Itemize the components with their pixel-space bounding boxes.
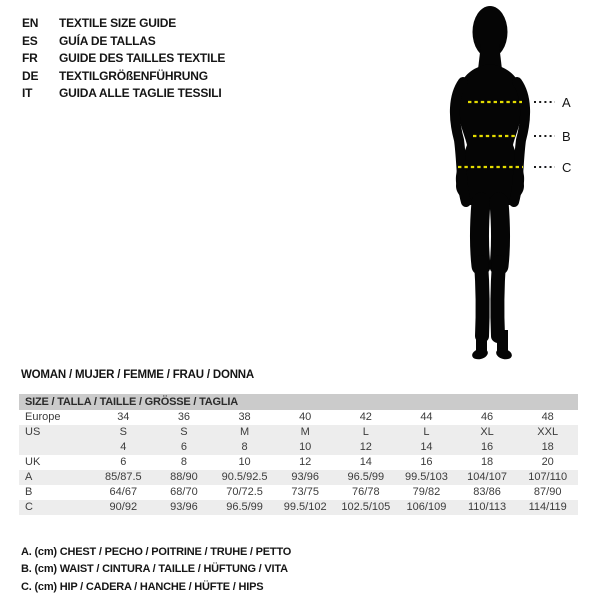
size-cell: 70/72.5 bbox=[226, 486, 263, 498]
language-title: TEXTILE SIZE GUIDE bbox=[59, 16, 177, 30]
size-cell: 99.5/103 bbox=[405, 471, 448, 483]
size-cell: 104/107 bbox=[467, 471, 507, 483]
table-row-hip bbox=[19, 500, 578, 515]
size-table-header: SIZE / TALLA / TAILLE / GRÖSSE / TAGLIA bbox=[19, 394, 578, 410]
measurement-legend bbox=[21, 544, 291, 596]
table-row-waist bbox=[19, 485, 578, 500]
language-code: FR bbox=[22, 51, 38, 66]
size-cell: 99.5/102 bbox=[283, 501, 327, 513]
language-title: GUIDA ALLE TAGLIE TESSILI bbox=[59, 86, 222, 101]
table-row-uk bbox=[19, 455, 578, 470]
table-row-us-letter bbox=[19, 425, 578, 440]
language-title-list bbox=[22, 15, 225, 103]
language-title: GUIDE DES TAILLES TEXTILE bbox=[59, 51, 226, 66]
section-title: WOMAN / MUJER / FEMME / FRAU / DONNA bbox=[21, 369, 255, 381]
size-cell: 8 bbox=[180, 456, 187, 468]
size-cell: 42 bbox=[359, 411, 372, 423]
legend-chest: A. (cm) CHEST / PECHO / POITRINE / TRUHE / PETTO bbox=[21, 546, 292, 558]
size-cell: 34 bbox=[117, 411, 130, 423]
size-cell: M bbox=[300, 426, 310, 438]
row-label: B bbox=[25, 486, 33, 498]
size-cell: 12 bbox=[359, 441, 372, 453]
language-title: TEXTILGRÖßENFÜHRUNG bbox=[59, 68, 208, 83]
size-cell: 40 bbox=[299, 411, 312, 423]
size-cell: 8 bbox=[241, 441, 248, 453]
size-cell: S bbox=[180, 426, 188, 438]
size-cell: 16 bbox=[420, 456, 433, 468]
size-cell: 12 bbox=[299, 456, 312, 468]
size-cell: 14 bbox=[420, 441, 433, 453]
table-row-europe bbox=[19, 410, 578, 425]
language-row bbox=[22, 33, 225, 51]
size-cell: 83/86 bbox=[473, 486, 501, 498]
size-cell: 46 bbox=[480, 411, 494, 423]
size-cell: 114/119 bbox=[528, 501, 567, 513]
size-cell: 93/96 bbox=[291, 471, 319, 483]
size-cell: 4 bbox=[120, 441, 127, 453]
size-cell: 20 bbox=[541, 456, 554, 468]
language-code: EN bbox=[22, 16, 39, 30]
size-cell: 102.5/105 bbox=[341, 501, 391, 513]
size-cell: 90.5/92.5 bbox=[221, 471, 268, 483]
size-cell: 18 bbox=[541, 441, 554, 453]
table-row-chest bbox=[19, 470, 578, 485]
size-cell: 64/67 bbox=[109, 486, 138, 498]
left-calf bbox=[481, 262, 483, 336]
size-cell: XL bbox=[480, 426, 494, 438]
size-cell: 6 bbox=[180, 441, 187, 453]
size-cell: 6 bbox=[120, 456, 127, 468]
size-cell: L bbox=[362, 426, 369, 438]
size-cell: 10 bbox=[299, 441, 312, 453]
size-table bbox=[19, 394, 578, 515]
language-title: GUÍA DE TALLAS bbox=[59, 33, 156, 48]
size-cell: 18 bbox=[480, 456, 494, 468]
size-cell: 106/109 bbox=[406, 501, 447, 513]
right-calf bbox=[497, 262, 499, 336]
language-row bbox=[22, 68, 225, 86]
size-cell: 93/96 bbox=[170, 501, 198, 513]
language-row bbox=[22, 50, 225, 68]
size-cell: M bbox=[239, 426, 250, 438]
legend-hip: C. (cm) HIP / CADERA / HANCHE / HÜFTE / HIPS bbox=[21, 580, 264, 593]
size-cell: 73/75 bbox=[291, 486, 319, 498]
size-cell: 90/92 bbox=[109, 501, 138, 513]
size-cell: 10 bbox=[238, 456, 251, 468]
size-cell: 14 bbox=[359, 456, 372, 468]
language-row bbox=[22, 15, 225, 33]
size-cell: 85/87.5 bbox=[104, 471, 142, 483]
marker-c-label: C bbox=[562, 160, 572, 175]
row-label: Europe bbox=[25, 411, 61, 423]
marker-labels bbox=[562, 95, 571, 175]
size-cell: 38 bbox=[238, 411, 251, 423]
marker-a-label: A bbox=[562, 95, 571, 110]
size-cell: 36 bbox=[177, 411, 191, 423]
row-label bbox=[19, 440, 93, 455]
table-row-us-numeric bbox=[19, 440, 578, 455]
language-row bbox=[22, 85, 225, 103]
size-cell: 88/90 bbox=[170, 471, 198, 483]
size-cell: 48 bbox=[541, 411, 554, 423]
size-cell: 87/90 bbox=[533, 486, 562, 498]
measurement-diagram bbox=[435, 0, 580, 372]
language-code: ES bbox=[22, 33, 38, 48]
size-cell: 16 bbox=[480, 441, 494, 453]
marker-b-label: B bbox=[562, 129, 571, 144]
pointer-dots bbox=[534, 102, 555, 167]
size-cell: 68/70 bbox=[170, 486, 198, 498]
size-cell: 44 bbox=[420, 411, 433, 423]
size-cell: 107/110 bbox=[528, 471, 568, 483]
language-code: IT bbox=[22, 86, 33, 101]
row-label: A bbox=[25, 471, 33, 483]
row-label: UK bbox=[25, 456, 41, 468]
row-label: US bbox=[25, 426, 41, 438]
size-cell: 79/82 bbox=[412, 486, 441, 498]
legend-waist: B. (cm) WAIST / CINTURA / TAILLE / HÜFTUNG / VITA bbox=[21, 563, 288, 576]
size-cell: 76/78 bbox=[352, 486, 380, 498]
row-label: C bbox=[25, 501, 33, 513]
size-cell: 96.5/99 bbox=[347, 471, 385, 483]
size-cell: S bbox=[119, 426, 127, 438]
size-cell: 96.5/99 bbox=[226, 501, 263, 513]
size-cell: L bbox=[423, 426, 430, 438]
language-code: DE bbox=[22, 68, 39, 83]
size-cell: 110/113 bbox=[467, 501, 507, 513]
size-cell: XXL bbox=[537, 426, 559, 438]
